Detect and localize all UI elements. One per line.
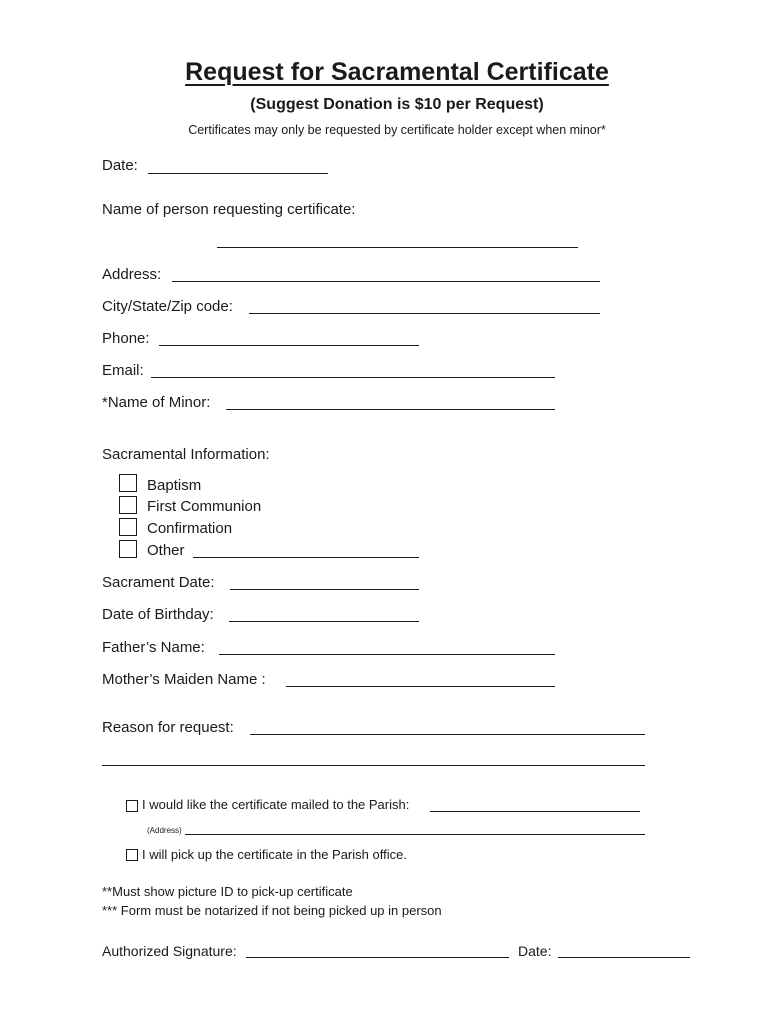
- reason-field[interactable]: [250, 734, 645, 735]
- reason-label: Reason for request:: [102, 719, 234, 736]
- id-note: **Must show picture ID to pick-up certificate: [102, 884, 353, 899]
- city-state-zip-label: City/State/Zip code:: [102, 298, 233, 315]
- baptism-label: Baptism: [147, 477, 202, 494]
- minor-label: *Name of Minor:: [102, 394, 211, 411]
- phone-label: Phone:: [102, 330, 150, 347]
- father-field[interactable]: [219, 654, 555, 655]
- email-field[interactable]: [151, 377, 555, 378]
- requester-label: Name of person requesting certificate:: [102, 201, 356, 218]
- other-label: Other: [147, 542, 185, 559]
- mother-label: Mother’s Maiden Name :: [102, 671, 266, 688]
- sacrament-date-field[interactable]: [230, 589, 419, 590]
- baptism-checkbox[interactable]: [119, 474, 137, 492]
- city-state-zip-field[interactable]: [249, 313, 600, 314]
- signature-label: Authorized Signature:: [102, 943, 237, 959]
- address-label: Address:: [102, 266, 162, 283]
- birthday-field[interactable]: [229, 621, 419, 622]
- pickup-label: I will pick up the certificate in the Parish office.: [142, 847, 407, 862]
- reason-field-line-2[interactable]: [102, 765, 645, 766]
- donation-subtitle: (Suggest Donation is $10 per Request): [250, 96, 544, 113]
- holder-note: Certificates may only be requested by certificate holder except when minor*: [188, 123, 606, 137]
- phone-field[interactable]: [159, 345, 419, 346]
- mother-field[interactable]: [286, 686, 555, 687]
- signature-field[interactable]: [246, 957, 509, 958]
- other-field[interactable]: [193, 557, 419, 558]
- sacramental-heading: Sacramental Information:: [102, 446, 270, 463]
- signature-date-field[interactable]: [558, 957, 690, 958]
- father-label: Father’s Name:: [102, 639, 205, 656]
- mail-checkbox[interactable]: [126, 800, 138, 812]
- date-label: Date:: [102, 157, 138, 174]
- signature-date-label: Date:: [518, 943, 552, 959]
- birthday-label: Date of Birthday:: [102, 606, 214, 623]
- mail-parish-field[interactable]: [430, 811, 640, 812]
- sacrament-date-label: Sacrament Date:: [102, 574, 215, 591]
- mail-label: I would like the certificate mailed to the Parish:: [142, 797, 410, 812]
- form-title: Request for Sacramental Certificate: [185, 58, 609, 86]
- mail-address-field[interactable]: [185, 834, 645, 835]
- minor-field[interactable]: [226, 409, 555, 410]
- confirmation-label: Confirmation: [147, 520, 233, 537]
- confirmation-checkbox[interactable]: [119, 518, 137, 536]
- first-communion-checkbox[interactable]: [119, 496, 137, 514]
- email-label: Email:: [102, 362, 144, 379]
- other-checkbox[interactable]: [119, 540, 137, 558]
- address-field[interactable]: [172, 281, 600, 282]
- first-communion-label: First Communion: [147, 498, 262, 515]
- notarized-note: *** Form must be notarized if not being picked up in person: [102, 903, 442, 918]
- pickup-checkbox[interactable]: [126, 849, 138, 861]
- address-hint: (Address): [147, 826, 182, 835]
- requester-field[interactable]: [217, 247, 578, 248]
- date-field[interactable]: [148, 173, 328, 174]
